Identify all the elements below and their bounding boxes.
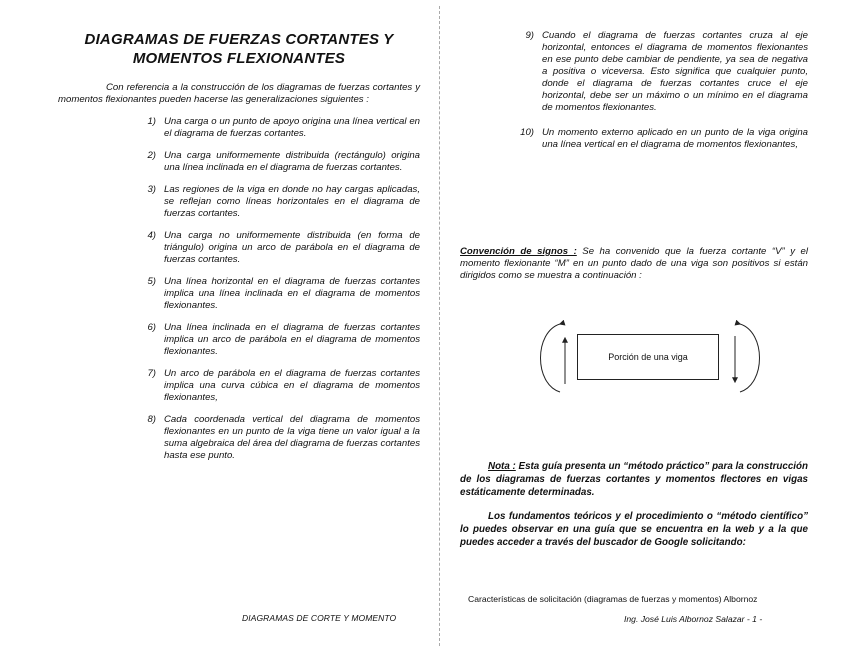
note-section xyxy=(460,460,808,560)
rule-text: Una carga o un punto de apoyo origina una línea vertical en el diagrama de fuerzas cortantes. xyxy=(164,116,420,139)
title-line-1: DIAGRAMAS DE FUERZAS CORTANTES Y xyxy=(84,31,394,48)
rule-number: 4) xyxy=(147,230,156,241)
rule-text: Un momento externo aplicado en un punto de la viga origina una línea vertical en el diagrama de momentos flexionantes, xyxy=(542,127,808,150)
rule-number: 7) xyxy=(147,368,156,379)
rule-text: Cada coordenada vertical del diagrama de momentos flexionantes en un punto de la viga tiene un valor igual a la suma algebraica del área del diagrama de fuerzas cortantes hasta ese punto. xyxy=(164,414,420,461)
rule-item xyxy=(138,150,420,174)
rule-item xyxy=(138,368,420,404)
beam-rectangle xyxy=(577,334,719,380)
beam-label: Porción de una viga xyxy=(608,352,688,362)
note-paragraph-2: Los fundamentos teóricos y el procedimiento o “método científico” lo puedes observar en una guía que se encuentra en la web y a la que puedes acceder a través del buscador de Google solicitando: xyxy=(460,511,808,548)
rule-text: Una carga uniformemente distribuida (rectángulo) origina una línea inclinada en el diagrama de fuerzas cortantes. xyxy=(164,150,420,173)
rules-list-left xyxy=(58,116,420,462)
reference-caption: Características de solicitación (diagramas de fuerzas y momentos) Albornoz xyxy=(468,594,758,604)
rule-number: 8) xyxy=(147,414,156,425)
rule-number: 10) xyxy=(520,127,534,138)
left-moment-arrow xyxy=(541,324,561,392)
title-line-2: MOMENTOS FLEXIONANTES xyxy=(132,50,346,67)
rule-number: 1) xyxy=(147,116,156,127)
note-paragraph xyxy=(460,460,808,499)
rule-item xyxy=(138,230,420,266)
convention-label: Convención de signos : xyxy=(460,246,577,257)
right-column xyxy=(460,30,808,151)
page-divider xyxy=(439,6,440,646)
rule-number: 6) xyxy=(147,322,156,333)
rule-text: Cuando el diagrama de fuerzas cortantes cruza al eje horizontal, entonces el diagrama de momentos flexionantes en ese punto debe cambiar de pendiente, ya sea de negativa a positiva o viceversa. Esto significa que cualquier punto, donde el diagrama de fuerzas cortantes cruce el eje horizontal, debe ser un máximo o un mínimo en el diagrama de momentos flexionantes. xyxy=(542,30,808,113)
rule-item xyxy=(516,30,808,114)
footer-left: DIAGRAMAS DE CORTE Y MOMENTO xyxy=(242,613,397,623)
rule-number: 3) xyxy=(147,184,156,195)
rule-text: Las regiones de la viga en donde no hay cargas aplicadas, se reflejan como líneas horizontales en el diagrama de fuerzas cortantes. xyxy=(164,184,420,219)
rule-text: Una línea inclinada en el diagrama de fuerzas cortantes implica un arco de parábola en el diagrama de momentos flexionantes. xyxy=(164,322,420,357)
note-label: Nota : xyxy=(488,461,516,472)
beam-diagram xyxy=(520,318,780,398)
rule-number: 2) xyxy=(147,150,156,161)
rule-text: Una línea horizontal en el diagrama de fuerzas cortantes implica una línea inclinada en el diagrama de momentos flexionantes. xyxy=(164,276,420,311)
rule-item xyxy=(516,127,808,151)
page-title xyxy=(58,30,420,68)
convention-text: Se ha convenido que la fuerza cortante “V” y el momento flexionante “M” en un punto dado de una viga son positivos si están dirigidos como se muestra a continuación : xyxy=(460,246,808,281)
sign-convention-paragraph xyxy=(460,246,808,282)
rule-number: 9) xyxy=(525,30,534,41)
note-text: Esta guía presenta un “método práctico” para la construcción de los diagramas de fuerzas cortantes y momentos flectores en vigas estáticamente determinadas. xyxy=(460,461,808,498)
rule-item xyxy=(138,322,420,358)
author-footer: Ing. José Luis Albornoz Salazar - 1 - xyxy=(624,614,763,624)
intro-paragraph: Con referencia a la construcción de los diagramas de fuerzas cortantes y momentos flexionantes pueden hacerse las generalizaciones siguientes : xyxy=(58,82,420,105)
rule-item xyxy=(138,116,420,140)
left-column xyxy=(58,30,420,462)
rule-item xyxy=(138,184,420,220)
rule-item xyxy=(138,414,420,462)
rule-text: Un arco de parábola en el diagrama de fuerzas cortantes implica una curva cúbica en el diagrama de momentos flexionantes, xyxy=(164,368,420,403)
rule-item xyxy=(138,276,420,312)
rules-list-right xyxy=(460,30,808,151)
right-moment-arrow xyxy=(740,324,760,392)
rule-number: 5) xyxy=(147,276,156,287)
rule-text: Una carga no uniformemente distribuida (en forma de triángulo) origina un arco de parábola en el diagrama de fuerzas cortantes. xyxy=(164,230,420,265)
